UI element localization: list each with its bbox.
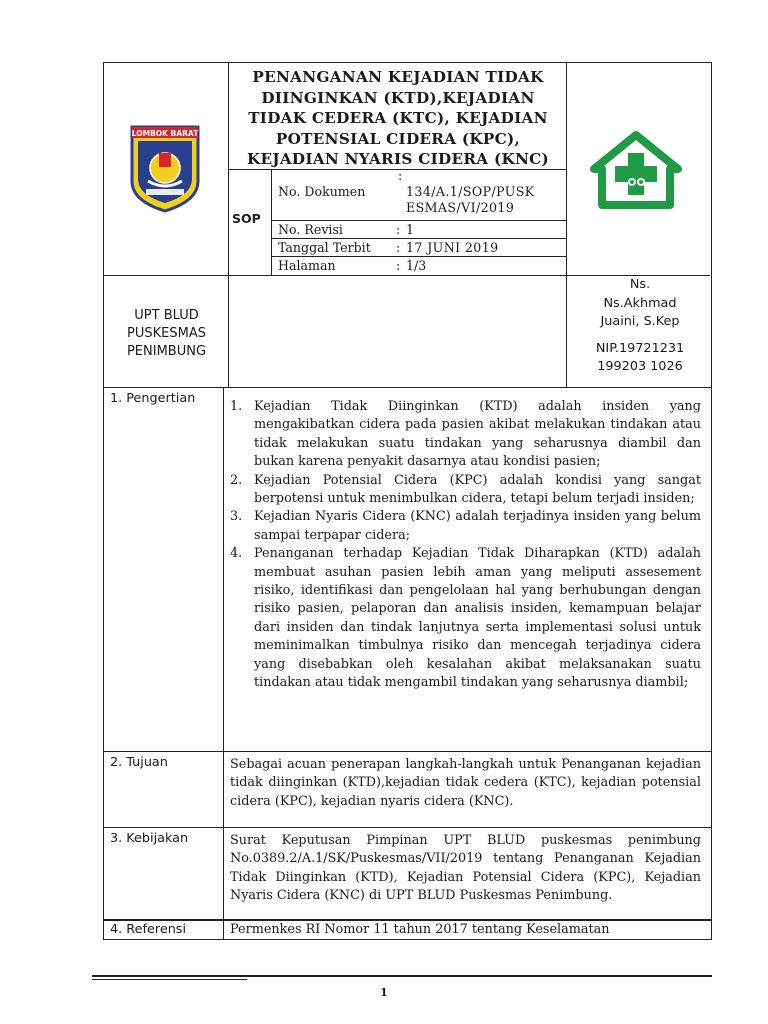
meta-value-revisi: 1 [406,222,415,237]
list-item: 2. Kejadian Potensial Cidera (KPC) adalah kondisi yang sangat berpotensi untuk menimbulkan cidera, tetapi belum terjadi insiden; [230,472,701,507]
meta-label-halaman: Halaman [278,258,336,273]
section-kebijakan [103,828,712,920]
lombok-barat-logo [126,123,204,213]
footer-divider-short [92,979,247,980]
sop-header-table [103,62,712,388]
meta-colon-halaman: : [396,258,401,273]
meta-colon-dokumen: : [398,168,403,183]
meta-colon-tanggal: : [396,240,401,255]
meta-label-tanggal: Tanggal Terbit [278,240,371,255]
section-label: 4. Referensi [110,922,187,937]
svg-text:LOMBOK BARAT: LOMBOK BARAT [131,129,199,138]
signatory-nip: NIP.19721231 [595,340,685,356]
meta-value-dokumen: 134/A.1/SOP/PUSK ESMAS/VI/2019 [406,184,535,215]
section-text: Surat Keputusan Pimpinan UPT BLUD puskesmas penimbung No.0389.2/A.1/SK/Puskesmas/VII/2019 tentang Penanganan Kejadian Tidak Diinginkan (KTD), Kejadian Potensial Cidera (KPC), Kejadian Nyaris Cidera (KNC) di UPT BLUD Puskesmas Penimbung. [230,833,701,904]
list-item: 3. Kejadian Nyaris Cidera (KNC) adalah terjadinya insiden yang belum sampai terpapar cidera; [230,509,701,543]
sop-label: SOP [232,211,261,226]
puskesmas-logo [590,129,682,211]
meta-value-tanggal: 17 JUNI 2019 [406,240,499,255]
section-label: 2. Tujuan [110,755,168,770]
meta-label-revisi: No. Revisi [278,222,343,237]
organization-name: UPT BLUD PUSKESMAS PENIMBUNG [126,308,207,359]
signatory-title: Ns. [629,277,651,292]
meta-colon-revisi: : [396,222,401,237]
section-label: 3. Kebijakan [110,831,189,846]
page-number: 1 [380,986,388,999]
definition-list [230,398,701,693]
meta-label-dokumen: No. Dokumen [278,184,366,199]
section-referensi [103,920,712,940]
list-item: 1. Kejadian Tidak Diinginkan (KTD) adalah insiden yang mengakibatkan cidera pada pasien akibat melakukan tindakan atau tidak melakukan suatu tindakan yang seharusnya diambil dan bukan karena penyakit dasarnya atau kondisi pasien; [230,399,701,470]
section-text: Permenkes RI Nomor 11 tahun 2017 tentang Keselamatan [230,922,610,937]
section-tujuan [103,752,712,828]
section-text: Sebagai acuan penerapan langkah-langkah untuk Penanganan kejadian tidak diinginkan (KTD),kejadian tidak cedera (KTC), kejadian potensial cidera (KPC), kejadian nyaris cidera (KNC). [230,757,701,809]
footer-divider [92,975,712,977]
document-title: PENANGANAN KEJADIAN TIDAK DIINGINKAN (KTD),KEJADIAN TIDAK CEDERA (KTC), KEJADIAN POTENSIAL CIDERA (KPC), KEJADIAN NYARIS CIDERA (KNC) [246,68,550,168]
signatory-block: Ns. Ns.Akhmad Juaini, S.Kep NIP.19721231 199203 1026 [567,276,713,377]
section-pengertian [103,388,712,752]
section-label: 1. Pengertian [110,391,196,406]
list-item: 4. Penanganan terhadap Kejadian Tidak Diharapkan (KTD) adalah membuat asuhan pasien lebih aman yang meliputi assesement risiko, identifikasi dan pengelolaan hal yang berhubungan dengan risiko pasien, pelaporan dan analisis insiden, kemampuan belajar dari insiden dan tindak lanjutnya serta implementasi solusi untuk meminimalkan timbulnya risiko dan mencegah terjadinya cidera yang disebabkan oleh kesalahan akibat melaksanakan suatu tindakan atau tidak mengambil tindakan yang seharusnya diambil; [230,546,701,691]
meta-value-halaman: 1/3 [406,258,427,273]
signatory-name: Ns.Akhmad [603,295,677,311]
